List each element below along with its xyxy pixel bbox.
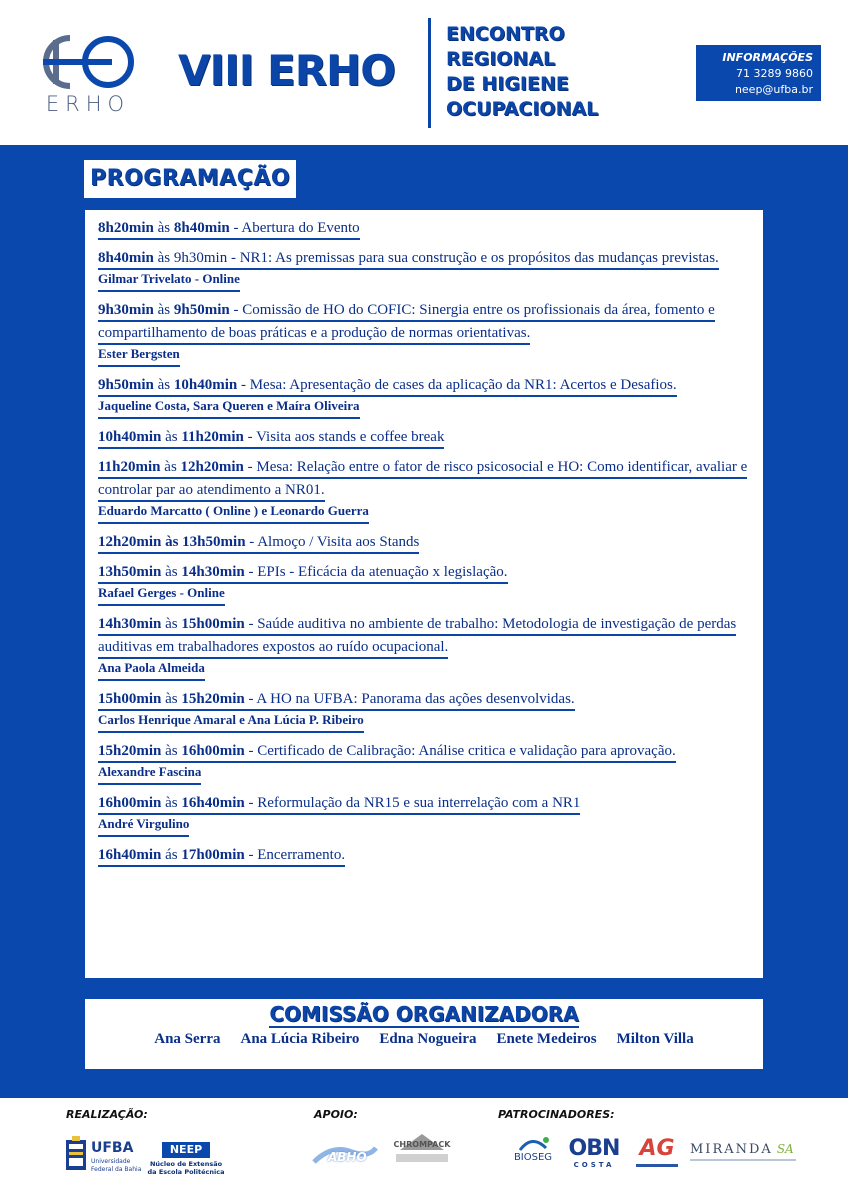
program-line xyxy=(98,299,751,345)
session-speaker xyxy=(98,584,751,606)
time-start: 14h30min xyxy=(98,616,162,632)
chrompack-bar xyxy=(396,1154,448,1162)
program-line-text xyxy=(98,302,715,345)
ufba-name: UFBA xyxy=(91,1140,134,1156)
program-item xyxy=(98,456,751,524)
info-box xyxy=(696,45,821,101)
subtitle-line: REGIONAL xyxy=(446,48,556,70)
ho-monogram-icon xyxy=(40,34,136,90)
program-line xyxy=(98,688,751,711)
session-title: - A HO na UFBA: Panorama das ações desenvolvidas. xyxy=(244,691,575,707)
program-label: PROGRAMAÇÃO xyxy=(90,166,291,191)
speaker-name: Ana Paola Almeida xyxy=(98,659,205,681)
program-line-text xyxy=(98,250,719,270)
program-item xyxy=(98,688,751,733)
program-line-text xyxy=(98,564,508,584)
session-title: - Comissão de HO do COFIC: Sinergia entre os profissionais da área, fomento e compartilhamento de boas práticas e a produção de normas orientativas. xyxy=(98,302,715,341)
program-line-text xyxy=(98,459,747,502)
miranda-suffix: SA xyxy=(776,1142,794,1156)
program-line xyxy=(98,844,751,867)
program-line xyxy=(98,561,751,584)
session-title: - Mesa: Apresentação de cases da aplicação da NR1: Acertos e Desafios. xyxy=(237,377,677,393)
program-line xyxy=(98,426,751,449)
program-label-box xyxy=(84,160,296,198)
speaker-name: Eduardo Marcatto ( Online ) e Leonardo Guerra xyxy=(98,502,369,524)
time-end: 16h00min xyxy=(181,743,245,759)
program-item xyxy=(98,374,751,419)
committee-member: Milton Villa xyxy=(616,1031,694,1047)
neep-sub2: da Escola Politécnica xyxy=(147,1168,225,1176)
time-end: 16h40min xyxy=(181,795,245,811)
time-separator: às 9h30min xyxy=(153,250,228,266)
program-line xyxy=(98,531,751,554)
time-separator: às xyxy=(153,377,174,393)
time-start: 9h50min xyxy=(98,377,154,393)
committee-title: COMISSÃO ORGANIZADORA xyxy=(269,1002,579,1026)
ufba-logo xyxy=(64,1136,144,1176)
session-title: - Certificado de Calibração: Análise critica e validação para aprovação. xyxy=(244,743,676,759)
time-end: 15h20min xyxy=(181,691,245,707)
time-start: 8h20min xyxy=(98,220,154,236)
time-start: 15h20min xyxy=(98,743,162,759)
session-title: - Reformulação da NR15 e sua interrelação com a NR1 xyxy=(244,795,581,811)
ag-name: AG xyxy=(639,1136,675,1161)
time-start: 16h00min xyxy=(98,795,162,811)
program-list xyxy=(85,210,763,978)
program-line xyxy=(98,740,751,763)
session-speaker xyxy=(98,815,751,837)
session-speaker xyxy=(98,270,751,292)
session-title: - Saúde auditiva no ambiente de trabalho: Metodologia de investigação de perdas auditivas em trabalhadores expostos ao ruído ocupacional. xyxy=(98,616,737,655)
program-item xyxy=(98,613,751,681)
chrompack-logo xyxy=(390,1132,454,1174)
program-line xyxy=(98,247,751,270)
session-title: - Mesa: Relação entre o fator de risco psicosocial e HO: Como identificar, avaliar e controlar par ao atendimento a NR01. xyxy=(98,459,748,498)
obn-logo xyxy=(564,1136,624,1172)
info-title: INFORMAÇÕES xyxy=(722,51,813,64)
program-line-text xyxy=(98,691,575,711)
realizacao-label: REALIZAÇÃO: xyxy=(66,1108,148,1121)
session-title: - Abertura do Evento xyxy=(229,220,360,236)
subtitle-line: OCUPACIONAL xyxy=(446,98,599,120)
bioseg-arc-icon xyxy=(508,1134,558,1152)
program-line xyxy=(98,217,751,240)
erho-logo xyxy=(38,34,138,116)
session-speaker xyxy=(98,502,751,524)
bioseg-logo xyxy=(508,1134,558,1170)
footer xyxy=(0,1098,848,1200)
header-divider xyxy=(428,18,431,128)
time-start: 9h30min xyxy=(98,302,154,318)
session-speaker xyxy=(98,397,751,419)
speaker-name: Gilmar Trivelato - Online xyxy=(98,270,240,292)
committee-member: Ana Serra xyxy=(154,1031,221,1047)
committee-members xyxy=(85,1031,763,1048)
program-item xyxy=(98,531,751,554)
session-speaker xyxy=(98,345,751,367)
program-line xyxy=(98,456,751,502)
subtitle-line: ENCONTRO xyxy=(446,23,565,45)
program-line xyxy=(98,374,751,397)
committee-member: Ana Lúcia Ribeiro xyxy=(240,1031,360,1047)
program-item xyxy=(98,217,751,240)
committee-box xyxy=(85,999,763,1069)
committee-member: Enete Medeiros xyxy=(496,1031,597,1047)
session-title: - Encerramento. xyxy=(244,847,346,863)
speaker-name: Rafael Gerges - Online xyxy=(98,584,225,606)
time-end: 10h40min xyxy=(173,377,238,393)
miranda-logo xyxy=(690,1140,810,1168)
session-title: - Almoço / Visita aos Stands xyxy=(245,534,420,550)
time-start: 16h40min xyxy=(98,847,162,863)
subtitle-line: DE HIGIENE xyxy=(446,73,569,95)
program-line-text xyxy=(98,377,677,397)
program-item xyxy=(98,561,751,606)
session-title: - EPIs - Eficácia da atenuação x legislação. xyxy=(244,564,508,580)
session-title: - NR1: As premissas para sua construção e os propósitos das mudanças previstas. xyxy=(227,250,719,266)
miranda-line xyxy=(690,1159,796,1161)
program-line-text xyxy=(98,847,345,867)
program-line-text xyxy=(98,795,580,815)
patrocinadores-label: PATROCINADORES: xyxy=(498,1108,615,1121)
session-speaker xyxy=(98,711,751,733)
miranda-name: MIRANDA xyxy=(690,1142,773,1157)
time-end: 8h40min xyxy=(173,220,230,236)
time-separator: às xyxy=(153,302,174,318)
time-separator: às xyxy=(160,459,181,475)
ag-underline xyxy=(636,1164,678,1167)
program-line-text xyxy=(98,220,360,240)
program-item xyxy=(98,426,751,449)
ufba-sub1: Universidade xyxy=(91,1158,131,1165)
speaker-name: Alexandre Fascina xyxy=(98,763,201,785)
time-start: 8h40min xyxy=(98,250,154,266)
obn-name: OBN xyxy=(568,1136,620,1161)
ufba-sub2: Federal da Bahia xyxy=(91,1166,142,1173)
time-start: 13h50min xyxy=(98,564,162,580)
program-item xyxy=(98,792,751,837)
neep-name: NEEP xyxy=(162,1142,210,1158)
obn-sub: COSTA xyxy=(573,1161,615,1169)
session-title: - Visita aos stands e coffee break xyxy=(243,429,445,445)
info-phone: 71 3289 9860 xyxy=(736,67,813,80)
abho-name: ABHO xyxy=(328,1150,367,1164)
time-separator: às xyxy=(161,616,182,632)
program-line xyxy=(98,792,751,815)
program-line-text xyxy=(98,616,736,659)
time-separator: às xyxy=(161,429,182,445)
time-end: 11h20min xyxy=(181,429,244,445)
program-line xyxy=(98,613,751,659)
time-end: 15h00min xyxy=(181,616,245,632)
program-item xyxy=(98,299,751,367)
speaker-name: Ester Bergsten xyxy=(98,345,180,367)
time-separator: às xyxy=(161,795,182,811)
ufba-crest-icon xyxy=(64,1136,88,1174)
abho-logo xyxy=(312,1142,378,1172)
time-end: 9h50min xyxy=(173,302,230,318)
time-start: 12h20min às 13h50min xyxy=(98,534,246,550)
event-title: VIII ERHO xyxy=(178,46,395,95)
time-separator: às xyxy=(161,691,182,707)
info-email[interactable]: neep@ufba.br xyxy=(734,83,813,96)
program-item xyxy=(98,844,751,867)
time-start: 11h20min xyxy=(98,459,161,475)
ag-logo xyxy=(632,1136,682,1172)
time-start: 15h00min xyxy=(98,691,162,707)
session-speaker xyxy=(98,763,751,785)
time-start: 10h40min xyxy=(98,429,162,445)
logo-text: ERHO xyxy=(45,92,131,116)
session-speaker xyxy=(98,659,751,681)
time-end: 17h00min xyxy=(181,847,245,863)
committee-member: Edna Nogueira xyxy=(379,1031,477,1047)
program-item xyxy=(98,740,751,785)
time-separator: às xyxy=(153,220,174,236)
time-end: 12h20min xyxy=(180,459,244,475)
speaker-name: Carlos Henrique Amaral e Ana Lúcia P. Ribeiro xyxy=(98,711,364,733)
speaker-name: André Virgulino xyxy=(98,815,189,837)
event-subtitle xyxy=(446,22,598,122)
bioseg-name: BIOSEG xyxy=(513,1152,553,1163)
neep-sub1: Núcleo de Extensão xyxy=(149,1160,223,1168)
header xyxy=(0,0,848,145)
time-separator: às xyxy=(161,564,182,580)
apoio-label: APOIO: xyxy=(314,1108,358,1121)
time-end: 14h30min xyxy=(181,564,245,580)
neep-logo xyxy=(146,1142,226,1178)
time-separator: ás xyxy=(161,847,182,863)
program-line-text xyxy=(98,429,444,449)
program-item xyxy=(98,247,751,292)
program-line-text xyxy=(98,534,419,554)
chrompack-name: CHROMPACK xyxy=(393,1140,451,1149)
speaker-name: Jaqueline Costa, Sara Queren e Maíra Oliveira xyxy=(98,397,360,419)
time-separator: às xyxy=(161,743,182,759)
program-line-text xyxy=(98,743,676,763)
